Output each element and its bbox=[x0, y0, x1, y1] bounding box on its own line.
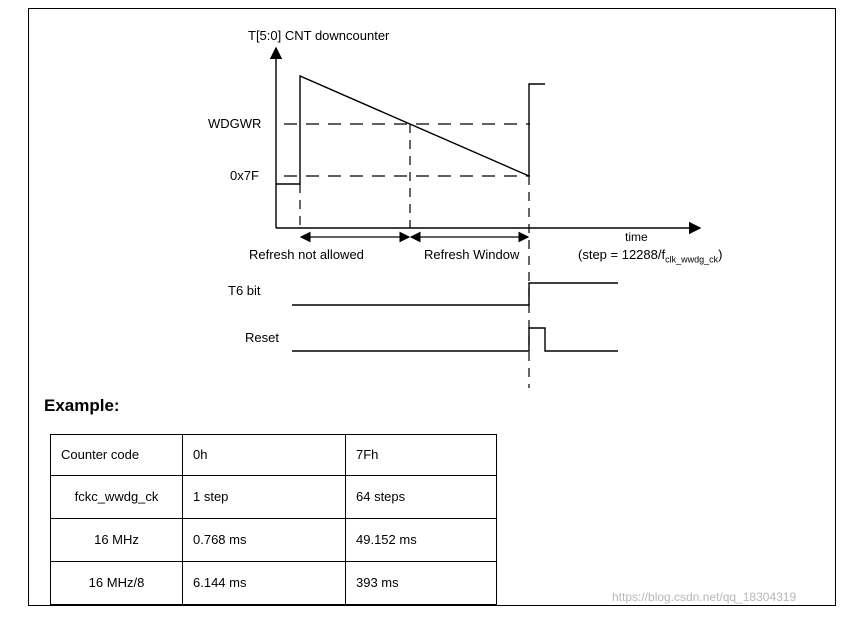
t6-bit-waveform bbox=[292, 283, 618, 305]
refresh-not-allowed-label: Refresh not allowed bbox=[249, 247, 364, 262]
t6-bit-label: T6 bit bbox=[228, 283, 261, 298]
watermark: https://blog.csdn.net/qq_18304319 bbox=[612, 590, 797, 604]
cell-16mhz-div8-0h-time: 6.144 ms bbox=[193, 575, 247, 590]
table-row bbox=[51, 562, 497, 605]
step-note-suffix: ) bbox=[718, 247, 723, 262]
cell-16mhz-div8-7fh-time: 393 ms bbox=[356, 575, 399, 590]
table-row bbox=[51, 519, 497, 562]
cell-16mhz-7fh-time: 49.152 ms bbox=[356, 532, 417, 547]
reset-label: Reset bbox=[245, 330, 279, 345]
cell-7fh-steps: 64 steps bbox=[356, 489, 406, 504]
example-title: Example: bbox=[44, 396, 120, 415]
hex7f-label: 0x7F bbox=[230, 168, 259, 183]
column-header-0h: 0h bbox=[193, 447, 208, 462]
table-header-row bbox=[51, 435, 497, 476]
step-note-prefix: (step = 12288/f bbox=[578, 247, 666, 262]
time-axis-label: time bbox=[625, 230, 648, 244]
counter-reload-edge bbox=[529, 84, 545, 176]
counter-waveform bbox=[276, 76, 529, 184]
refresh-window-label: Refresh Window bbox=[424, 247, 520, 262]
step-note bbox=[578, 247, 722, 268]
cell-freq-16mhz: 16 MHz bbox=[94, 532, 139, 547]
column-header-7fh: 7Fh bbox=[356, 447, 379, 462]
cell-clock-source: fckc_wwdg_ck bbox=[74, 489, 159, 504]
cell-freq-16mhz-div8: 16 MHz/8 bbox=[88, 575, 145, 590]
column-header-counter-code: Counter code bbox=[61, 447, 140, 462]
cell-16mhz-0h-time: 0.768 ms bbox=[193, 532, 247, 547]
table-row bbox=[51, 476, 497, 519]
wdgwr-label: WDGWR bbox=[208, 116, 262, 131]
reset-waveform bbox=[292, 328, 618, 351]
step-note-subscript: clk_wwdg_ck bbox=[665, 254, 719, 265]
y-axis-label: T[5:0] CNT downcounter bbox=[248, 28, 390, 43]
cell-0h-step: 1 step bbox=[193, 489, 229, 504]
example-table bbox=[50, 434, 497, 605]
